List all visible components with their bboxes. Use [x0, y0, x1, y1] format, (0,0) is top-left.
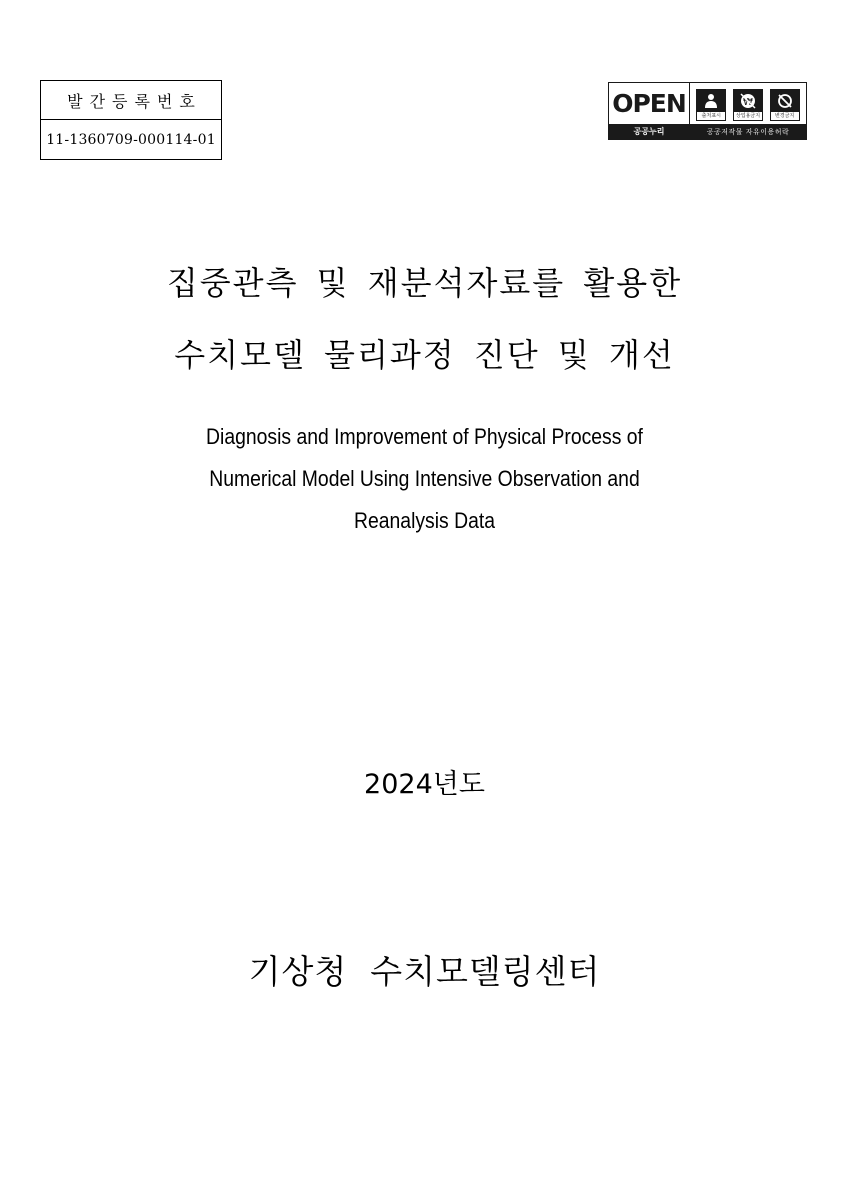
person-icon: [704, 93, 718, 109]
registration-box: [40, 80, 222, 160]
title-korean-line-2: 수치모델 물리과정 진단 및 개선: [174, 336, 675, 374]
open-word: OPEN: [612, 89, 686, 118]
no-derivatives-badge: [770, 89, 800, 121]
title-english-line-2: Numerical Model Using Intensive Observation and: [209, 466, 640, 491]
won-icon: [739, 92, 757, 110]
attribution-badge: [696, 89, 726, 121]
no-derivatives-caption: 변경금지: [774, 112, 795, 119]
open-sub-label: 공공누리: [609, 124, 689, 139]
license-caption: 공공저작물 자유이용허락: [690, 124, 806, 139]
noncommercial-caption: 상업용금지: [735, 112, 761, 119]
open-license-badge: [608, 82, 807, 140]
svg-text:₩: ₩: [743, 96, 753, 108]
license-conditions: [689, 83, 806, 139]
noncommercial-badge: [733, 89, 763, 121]
publication-year: 2024년도: [364, 769, 485, 800]
registration-number: 11-1360709-000114-01: [46, 132, 216, 148]
attribution-caption: 출처표시: [701, 112, 721, 119]
registration-label: 발간등록번호: [41, 81, 221, 120]
title-english-line-3: Reanalysis Data: [354, 508, 495, 533]
publisher: 기상청 수치모델링센터: [248, 952, 601, 991]
no-change-icon: [776, 92, 794, 110]
title-korean-line-1: 집중관측 및 재분석자료를 활용한: [166, 264, 683, 302]
title-english-line-1: Diagnosis and Improvement of Physical Process of: [206, 424, 643, 449]
open-logo: [609, 83, 689, 139]
